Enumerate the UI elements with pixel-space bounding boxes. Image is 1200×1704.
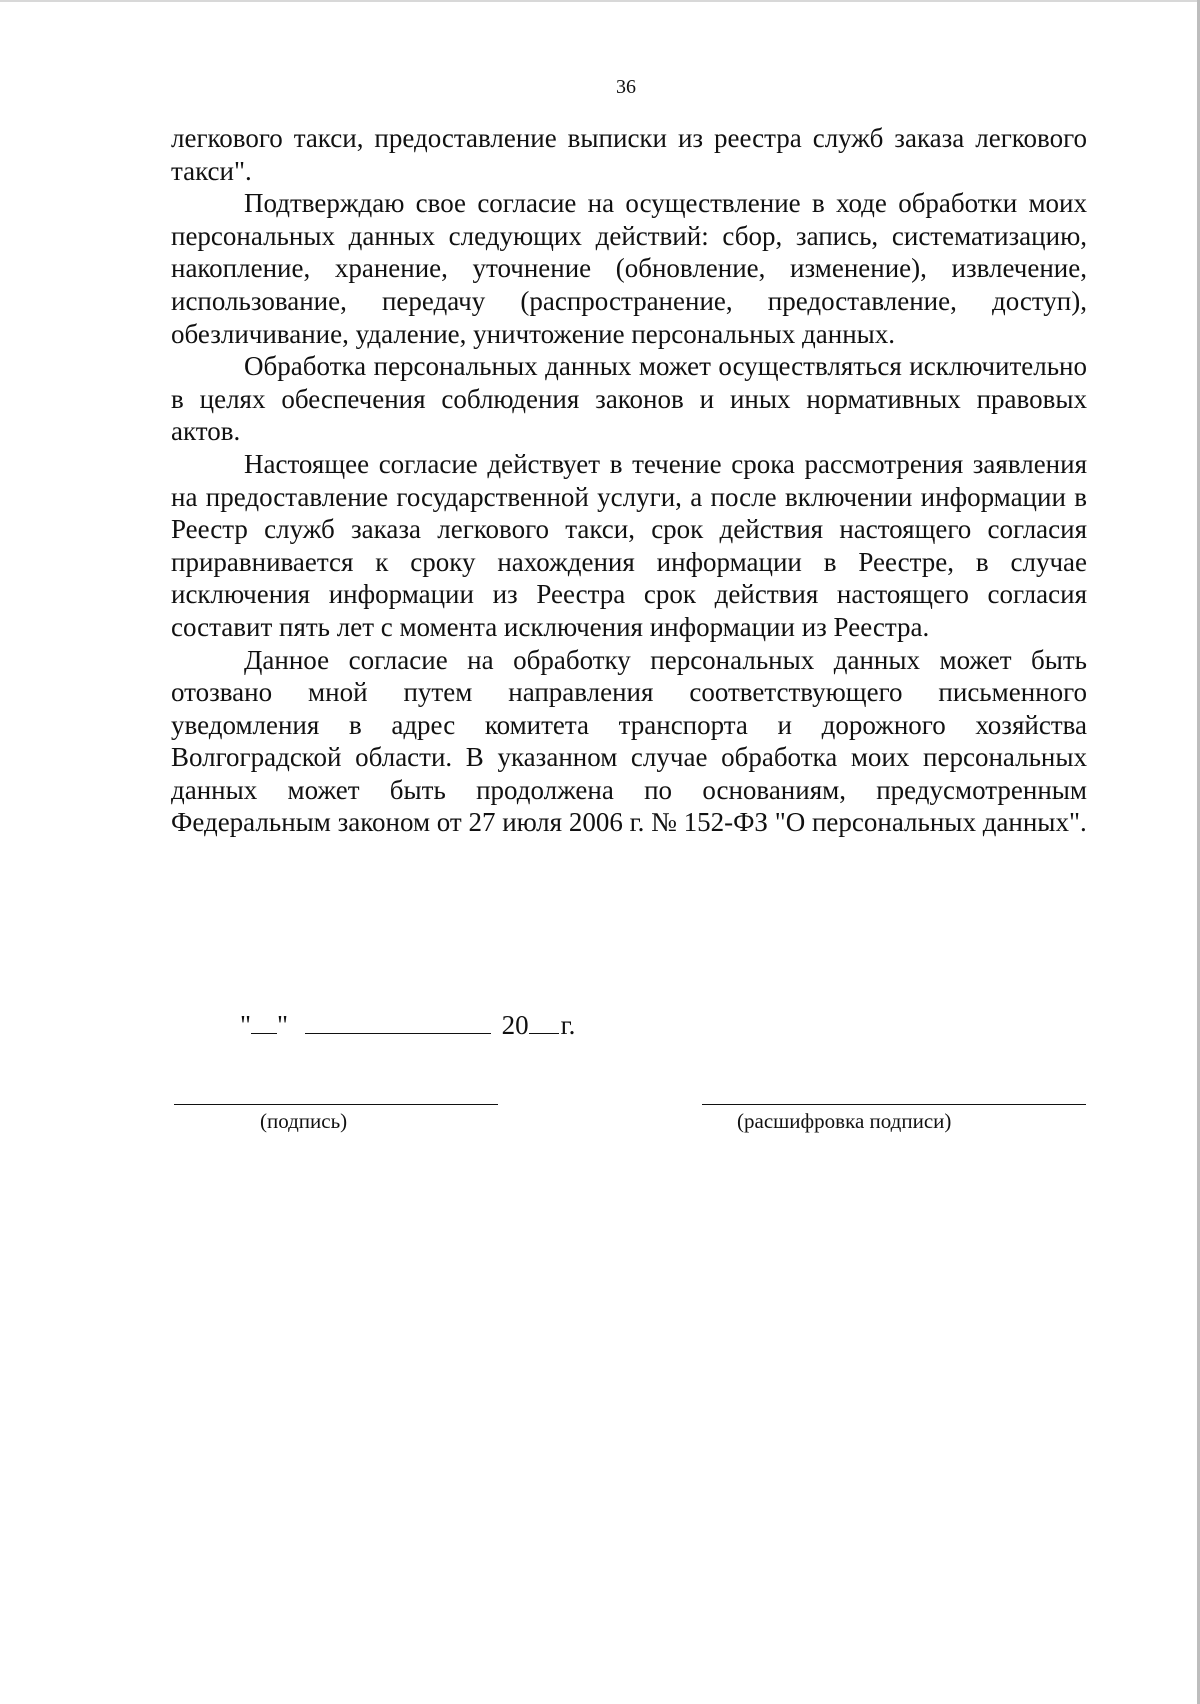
paragraph-continuation: легкового такси, предоставление выписки из реестра служб заказа легкового такси". bbox=[171, 123, 1087, 186]
page-number: 36 bbox=[616, 76, 636, 98]
year-suffix: г. bbox=[560, 1010, 576, 1040]
signature-decryption-caption: (расшифровка подписи) bbox=[737, 1109, 952, 1133]
date-field bbox=[240, 1008, 575, 1042]
paragraph-consent-actions: Подтверждаю свое согласие на осуществление в ходе обработки моих персональных данных следующих действий: сбор, запись, систематизацию, накопление, хранение, уточнение (обновление, изменение), извлечение, использование, передачу (распространение, предоставление, доступ), обезличивание, удаление, уничтожение персональных данных. bbox=[171, 188, 1087, 349]
signature-decryption-line[interactable] bbox=[702, 1104, 1086, 1105]
signature-line[interactable] bbox=[174, 1104, 498, 1105]
document-body bbox=[171, 122, 1087, 839]
date-close-quote: " bbox=[277, 1010, 289, 1040]
day-blank[interactable] bbox=[251, 1011, 277, 1034]
signature-caption: (подпись) bbox=[260, 1109, 348, 1133]
paragraph-consent-withdrawal: Данное согласие на обработку персональных данных может быть отозвано мной путем направления соответствующего письменного уведомления в адрес комитета транспорта и дорожного хозяйства Волгоградской области. В указанном случае обработка моих персональных данных может быть продолжена по основаниям, предусмотренным Федеральным законом от 27 июля 2006 г. № 152-ФЗ "О персональных данных". bbox=[171, 644, 1087, 838]
paragraph-processing-purpose: Обработка персональных данных может осуществляться исключительно в целях обеспечения соблюдения законов и иных нормативных правовых актов. bbox=[171, 351, 1087, 447]
date-open-quote: " bbox=[240, 1010, 252, 1040]
month-blank[interactable] bbox=[305, 1011, 491, 1034]
year-blank[interactable] bbox=[529, 1011, 559, 1034]
year-prefix: 20 bbox=[501, 1010, 529, 1040]
paragraph-consent-term: Настоящее согласие действует в течение срока рассмотрения заявления на предоставление государственной услуги, а после включении информации в Реестр служб заказа легкового такси, срок действия настоящего согласия приравнивается к сроку нахождения информации в Реестре, в случае исключения информации из Реестра срок действия настоящего согласия составит пять лет с момента исключения информации из Реестра. bbox=[171, 448, 1087, 642]
scan-edge-top bbox=[0, 0, 1200, 2]
